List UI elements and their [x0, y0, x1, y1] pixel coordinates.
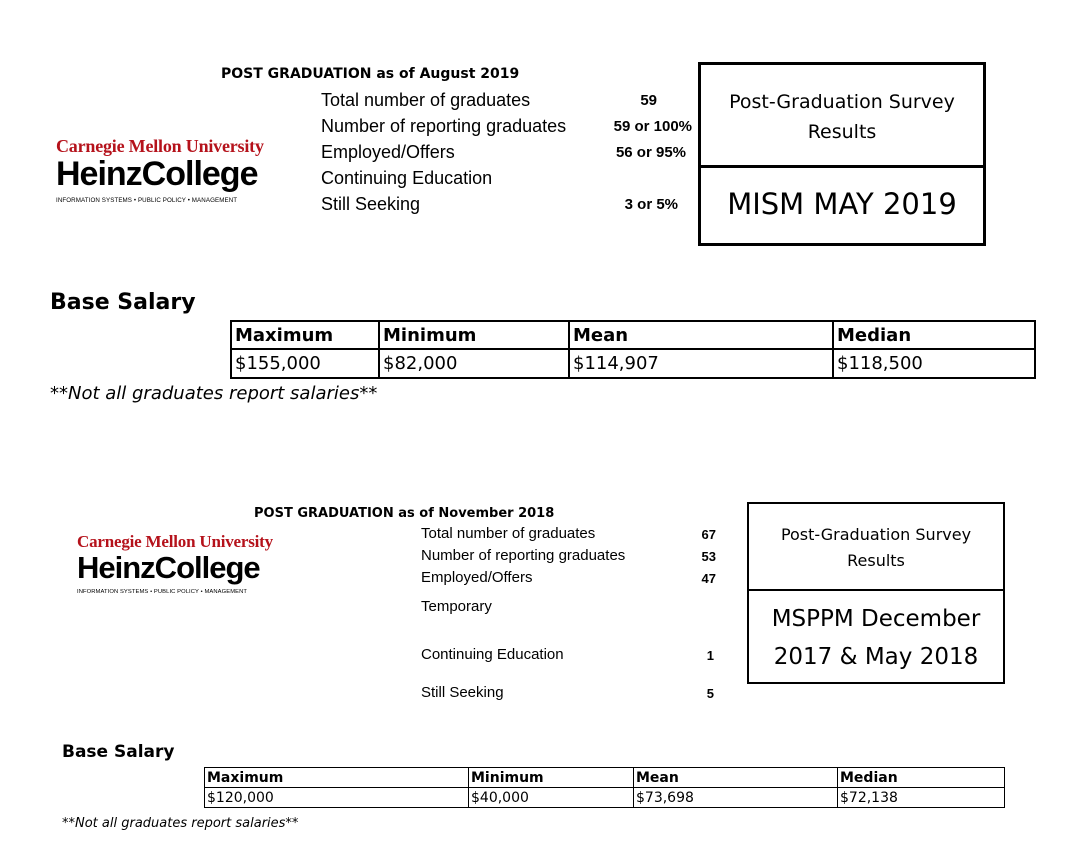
header-maximum: Maximum: [205, 768, 469, 788]
salary-note: **Not all graduates report salaries**: [62, 816, 299, 831]
value-maximum: $155,000: [231, 349, 379, 378]
stat-value-seeking: 5: [706, 686, 714, 701]
stat-value-employed: 56 or 95%: [615, 144, 686, 161]
stat-label-total: Total number of graduates: [321, 90, 531, 110]
salary-note: **Not all graduates report salaries**: [50, 383, 378, 404]
stat-label-employed: Employed/Offers: [421, 569, 533, 586]
program-name: MISM MAY 2019: [727, 187, 957, 221]
survey-box-title: Post-Graduation Survey Results: [729, 91, 955, 143]
logo-college-name: HeinzCollege: [56, 155, 258, 193]
salary-header-row: [231, 321, 1035, 349]
logo-university-name: Carnegie Mellon University: [77, 532, 273, 551]
salary-table: [230, 320, 1036, 379]
value-mean: $73,698: [634, 788, 838, 808]
header-median: Median: [838, 768, 1005, 788]
section-header: POST GRADUATION as of August 2019: [221, 66, 520, 82]
stat-label-seeking: Still Seeking: [421, 684, 504, 701]
box-divider: [749, 589, 1003, 591]
stat-value-total: 67: [701, 527, 716, 542]
value-minimum: $82,000: [379, 349, 569, 378]
header-minimum: Minimum: [379, 321, 569, 349]
logo-tagline: INFORMATION SYSTEMS • PUBLIC POLICY • MANAGEMENT: [56, 197, 238, 204]
stat-label-employed: Employed/Offers: [321, 142, 455, 162]
stat-label-continuing: Continuing Education: [321, 168, 493, 188]
stat-label-temporary: Temporary: [421, 598, 492, 615]
value-median: $72,138: [838, 788, 1005, 808]
base-salary-heading: Base Salary: [50, 290, 196, 315]
value-median: $118,500: [833, 349, 1035, 378]
stat-value-reporting: 59 or 100%: [613, 118, 692, 135]
stat-value-total: 59: [640, 92, 657, 109]
survey-results-box: [698, 62, 986, 246]
stat-label-total: Total number of graduates: [421, 525, 596, 542]
value-mean: $114,907: [569, 349, 833, 378]
survey-results-box: [747, 502, 1005, 684]
section-header: POST GRADUATION as of November 2018: [254, 506, 555, 521]
header-mean: Mean: [569, 321, 833, 349]
value-minimum: $40,000: [469, 788, 634, 808]
stat-value-employed: 47: [701, 571, 716, 586]
header-minimum: Minimum: [469, 768, 634, 788]
stat-value-reporting: 53: [701, 549, 716, 564]
salary-value-row: [205, 788, 1005, 808]
header-median: Median: [833, 321, 1035, 349]
salary-header-row: [205, 768, 1005, 788]
logo-tagline: INFORMATION SYSTEMS • PUBLIC POLICY • MANAGEMENT: [77, 589, 248, 595]
salary-value-row: [231, 349, 1035, 378]
stat-label-continuing: Continuing Education: [421, 646, 564, 663]
stat-label-reporting: Number of reporting graduates: [321, 116, 567, 136]
stat-value-seeking: 3 or 5%: [624, 196, 678, 213]
value-maximum: $120,000: [205, 788, 469, 808]
logo-university-name: Carnegie Mellon University: [56, 136, 264, 156]
heinz-college-logo: [56, 136, 296, 204]
stat-label-seeking: Still Seeking: [321, 194, 421, 214]
heinz-college-logo: [77, 532, 307, 595]
header-maximum: Maximum: [231, 321, 379, 349]
base-salary-heading: Base Salary: [62, 742, 175, 762]
survey-box-title: Post-Graduation Survey Results: [780, 525, 972, 570]
logo-college-name: HeinzCollege: [77, 550, 260, 585]
salary-table: [204, 767, 1005, 808]
stat-value-continuing: 1: [706, 648, 714, 663]
box-divider: [701, 165, 983, 168]
program-name: MSPPM December 2017 & May 2018: [771, 606, 981, 670]
stat-label-reporting: Number of reporting graduates: [421, 547, 626, 564]
header-mean: Mean: [634, 768, 838, 788]
